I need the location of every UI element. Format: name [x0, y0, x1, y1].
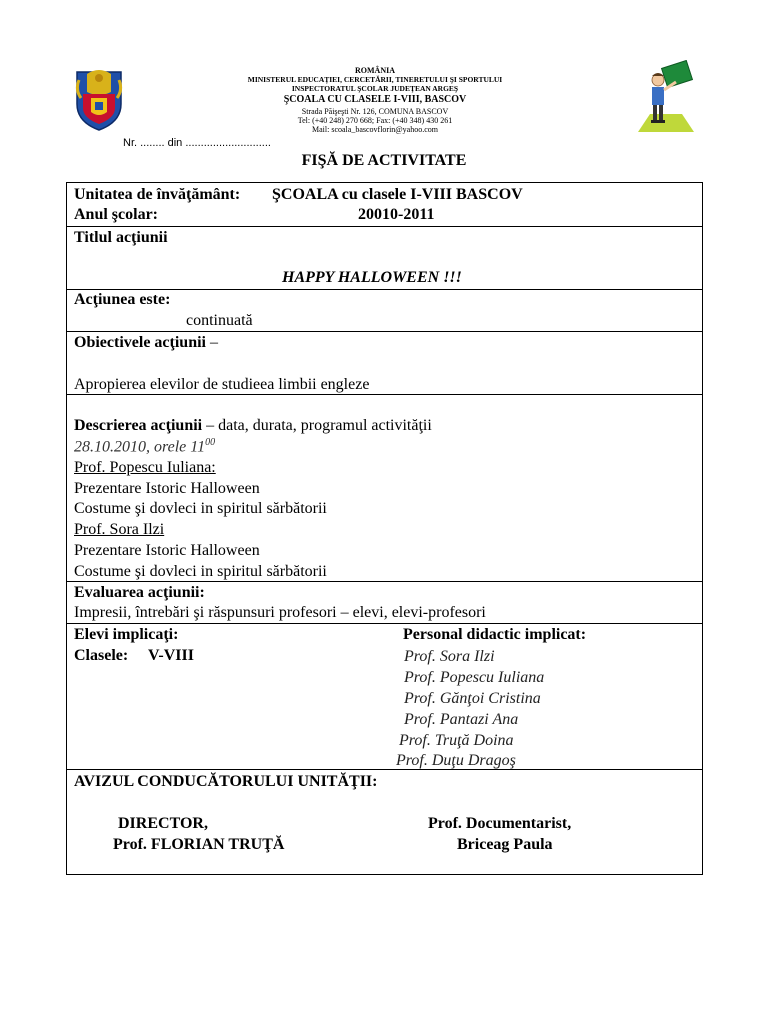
staff-member: Prof. Gănţoi Cristina	[404, 690, 541, 707]
unit-value: ŞCOALA cu clasele I-VIII BASCOV	[272, 186, 523, 203]
teacher2-line2: Costume şi dovleci in spiritul sărbătorii	[74, 563, 327, 580]
teacher1-line1: Prezentare Istoric Halloween	[74, 480, 260, 497]
romania-coat-of-arms-logo	[73, 64, 125, 134]
row-divider	[66, 581, 703, 582]
documentarist-title: Prof. Documentarist,	[428, 815, 572, 832]
row-divider	[66, 331, 703, 332]
objectives-value: Apropierea elevilor de studieea limbii engleze	[74, 376, 370, 393]
unit-label: Unitatea de învăţământ:	[74, 186, 241, 203]
objectives-dash: –	[205, 334, 218, 351]
document-title: FIŞĂ DE ACTIVITATE	[301, 152, 467, 169]
teacher-clipart-logo	[636, 60, 696, 134]
staff-member: Prof. Pantazi Ana	[404, 711, 519, 728]
registration-number-line: Nr. ........ din ............................	[123, 137, 271, 149]
description-label: Descrierea acţiunii	[74, 417, 203, 434]
row-divider	[66, 226, 703, 227]
letterhead-country: ROMÂNIA	[355, 66, 395, 75]
staff-label: Personal didactic implicat:	[403, 626, 587, 643]
evaluation-label: Evaluarea acţiunii:	[74, 584, 205, 601]
letterhead-mail: Mail: scoala_bascovflorin@yahoo.com	[312, 125, 438, 134]
staff-member: Prof. Duţu Dragoş	[396, 752, 516, 769]
row-divider	[66, 289, 703, 290]
row-divider	[66, 769, 703, 770]
teacher2-line1: Prezentare Istoric Halloween	[74, 542, 260, 559]
action-title-label: Titlul acţiunii	[74, 229, 168, 246]
teacher1-name: Prof. Popescu Iuliana:	[74, 459, 216, 476]
teacher2-name: Prof. Sora Ilzi	[74, 521, 165, 538]
description-sub: – data, durata, programul activităţii	[202, 417, 432, 434]
objectives-heading	[74, 334, 218, 352]
description-date-sup: 00	[205, 437, 216, 448]
description-heading	[74, 417, 432, 435]
school-year-value: 20010-2011	[358, 206, 435, 223]
letterhead-address: Strada Păişeşti Nr. 126, COMUNA BASCOV	[301, 107, 449, 116]
evaluation-value: Impresii, întrebări şi răspunsuri profesori – elevi, elevi-profesori	[74, 604, 486, 621]
letterhead-inspectorate: INSPECTORATUL ŞCOLAR JUDEŢEAN ARGEŞ	[291, 84, 459, 93]
letterhead-school: ŞCOALA CU CLASELE I-VIII, BASCOV	[283, 94, 467, 105]
classes-label: Clasele:	[74, 647, 129, 664]
staff-member: Prof. Popescu Iuliana	[404, 669, 545, 686]
objectives-label: Obiectivele acţiunii	[74, 334, 206, 351]
approval-label: AVIZUL CONDUCĂTORULUI UNITĂŢII:	[74, 773, 378, 790]
row-divider	[66, 623, 703, 624]
director-title: DIRECTOR,	[118, 815, 208, 832]
row-divider	[66, 394, 703, 395]
documentarist-name: Briceag Paula	[457, 836, 553, 853]
students-label: Elevi implicaţi:	[74, 626, 179, 643]
action-title-value: HAPPY HALLOWEEN !!!	[282, 269, 462, 286]
action-type-value: continuată	[186, 312, 253, 329]
letterhead-ministry: MINISTERUL EDUCAŢIEI, CERCETĂRII, TINERETULUI ŞI SPORTULUI	[247, 75, 503, 84]
school-year-label: Anul şcolar:	[74, 206, 158, 223]
description-date-text: 28.10.2010, orele 11	[74, 438, 206, 456]
letterhead-phone: Tel: (+40 248) 270 668; Fax: (+40 348) 430 261	[297, 116, 453, 125]
director-name: Prof. FLORIAN TRUŢĂ	[113, 836, 285, 853]
staff-member: Prof. Sora Ilzi	[404, 648, 495, 665]
classes-value: V-VIII	[148, 647, 194, 664]
action-type-label: Acţiunea este:	[74, 291, 171, 308]
teacher1-line2: Costume şi dovleci in spiritul sărbătorii	[74, 500, 327, 517]
description-date	[74, 437, 215, 456]
staff-member: Prof. Truţă Doina	[399, 732, 514, 749]
